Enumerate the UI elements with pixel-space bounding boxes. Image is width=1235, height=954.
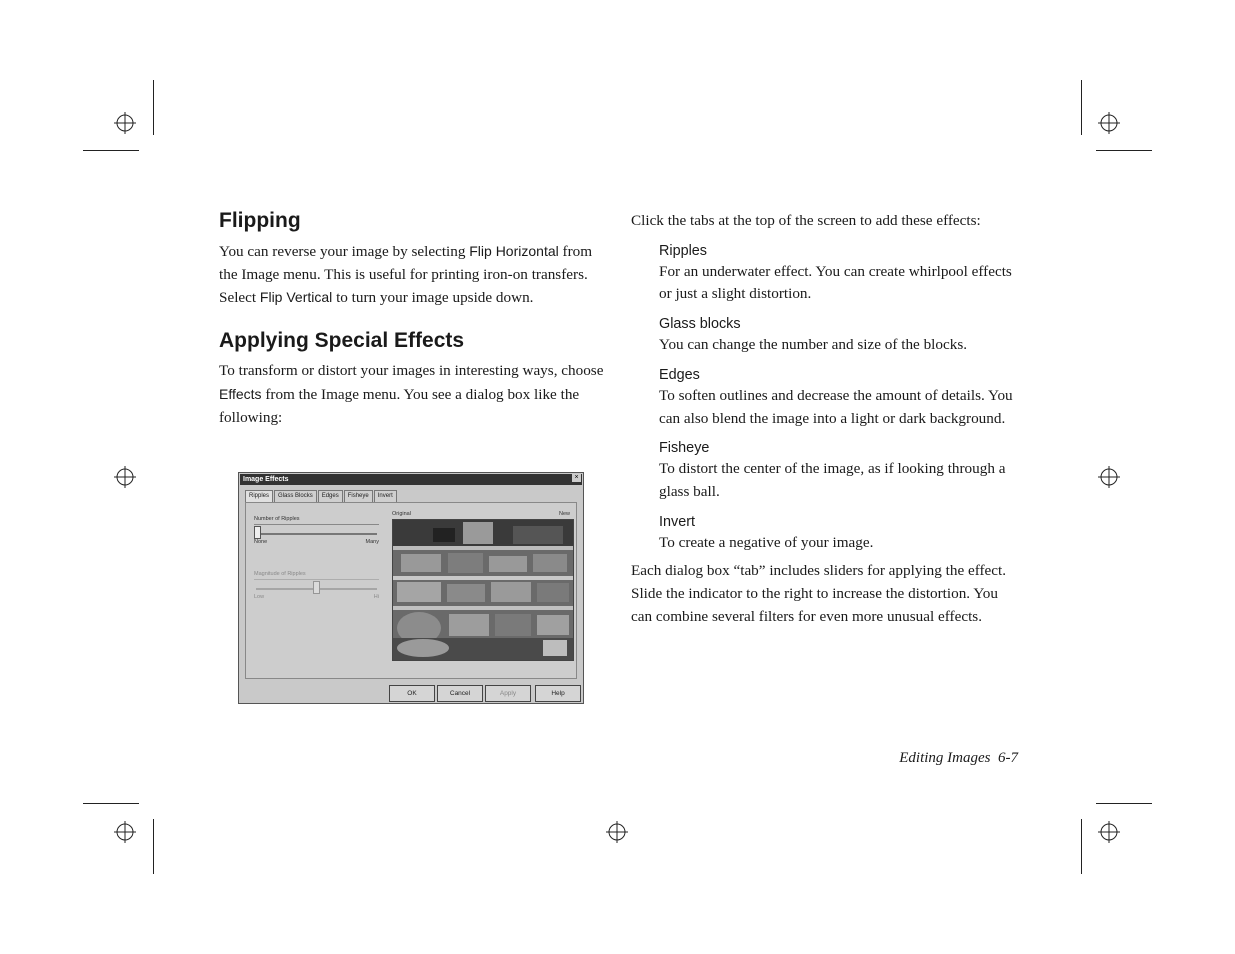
effects-definition-list bbox=[631, 241, 1021, 555]
closing-paragraph: Each dialog box “tab” includes sliders for applying the effect. Slide the indicator to the right to increase the distortion. You can combine several filters for even more unusual effects. bbox=[631, 562, 1007, 625]
slider-thumb bbox=[254, 526, 261, 539]
ok-button: OK bbox=[389, 685, 435, 702]
text: from the Image menu. This is useful for printing iron-on transfers. Select bbox=[219, 243, 593, 307]
flip-vertical-command: Flip Vertical bbox=[259, 289, 333, 306]
help-button: Help bbox=[535, 685, 581, 702]
registration-mark bbox=[114, 466, 136, 488]
flipping-paragraph bbox=[219, 240, 604, 310]
crop-line bbox=[1096, 803, 1152, 804]
effects-intro: Click the tabs at the top of the screen to add these effects: bbox=[631, 212, 981, 229]
preview-new-label: New bbox=[558, 511, 570, 517]
market-stall-preview-image bbox=[392, 519, 574, 661]
slider-max: Many bbox=[365, 539, 379, 545]
slider-track bbox=[254, 524, 379, 539]
tab-fisheye: Fisheye bbox=[344, 490, 373, 502]
ripples-count-slider bbox=[254, 516, 379, 545]
flip-horizontal-command: Flip Horizontal bbox=[469, 243, 559, 259]
crop-line bbox=[1096, 150, 1152, 151]
effect-term-edges: Edges bbox=[659, 366, 700, 383]
effect-desc-edges: To soften outlines and decrease the amount of details. You can also blend the image into a light or dark background. bbox=[659, 386, 1013, 427]
slider-min: None bbox=[254, 539, 268, 545]
right-column bbox=[631, 210, 1021, 628]
effect-term-invert: Invert bbox=[659, 513, 695, 530]
effect-term-glass-blocks: Glass blocks bbox=[659, 316, 741, 333]
slider-label: Number of Ripples bbox=[254, 516, 300, 522]
tab-edges: Edges bbox=[318, 490, 343, 502]
registration-mark bbox=[114, 112, 136, 134]
slider-label: Magnitude of Ripples bbox=[254, 571, 306, 577]
registration-mark bbox=[1098, 466, 1120, 488]
effect-desc-invert: To create a negative of your image. bbox=[659, 533, 874, 551]
tab-glass-blocks: Glass Blocks bbox=[274, 490, 317, 502]
effects-heading: Applying Special Effects bbox=[219, 329, 465, 353]
image-effects-dialog-screenshot bbox=[238, 472, 584, 704]
registration-mark bbox=[606, 821, 628, 843]
left-column bbox=[219, 208, 604, 429]
dialog-tabs bbox=[245, 490, 398, 502]
tab-invert: Invert bbox=[374, 490, 397, 502]
dialog-panel bbox=[245, 502, 577, 679]
effect-desc-ripples: For an underwater effect. You can create whirlpool effects or just a slight distortion. bbox=[659, 262, 1012, 303]
registration-mark bbox=[1098, 112, 1120, 134]
crop-line bbox=[153, 819, 154, 874]
crop-line bbox=[83, 150, 139, 151]
text: To transform or distort your images in interesting ways, choose bbox=[219, 362, 604, 380]
section-name: Editing Images bbox=[899, 750, 991, 766]
page-number: 6-7 bbox=[998, 750, 1018, 766]
crop-line bbox=[83, 803, 139, 804]
flipping-heading: Flipping bbox=[219, 209, 301, 232]
close-icon: × bbox=[572, 474, 581, 482]
text: from the Image menu. You see a dialog box like the following: bbox=[219, 385, 580, 426]
dialog-title-bar: Image Effects bbox=[240, 474, 582, 485]
cancel-button: Cancel bbox=[437, 685, 483, 702]
effect-desc-fisheye: To distort the center of the image, as if looking through a glass ball. bbox=[659, 460, 1006, 500]
tab-ripples: Ripples bbox=[245, 490, 273, 502]
crop-line bbox=[1081, 80, 1082, 135]
page-footer bbox=[880, 750, 1018, 767]
crop-line bbox=[1081, 819, 1082, 874]
effects-paragraph bbox=[219, 360, 604, 429]
text: You can reverse your image by selecting bbox=[219, 243, 470, 260]
ripples-magnitude-slider bbox=[254, 571, 379, 600]
apply-button: Apply bbox=[485, 685, 531, 702]
slider-track bbox=[254, 579, 379, 594]
registration-mark bbox=[114, 821, 136, 843]
effects-command: Effects bbox=[219, 385, 262, 402]
preview-original-label: Original bbox=[392, 511, 411, 517]
slider-max: Hi bbox=[373, 594, 379, 600]
effect-term-ripples: Ripples bbox=[659, 242, 707, 259]
text: to turn your image upside down. bbox=[332, 289, 534, 307]
crop-line bbox=[153, 80, 154, 135]
slider-thumb bbox=[313, 581, 320, 594]
effect-desc-glass-blocks: You can change the number and size of the blocks. bbox=[659, 336, 968, 354]
registration-mark bbox=[1098, 821, 1120, 843]
slider-min: Low bbox=[254, 594, 265, 600]
effect-term-fisheye: Fisheye bbox=[659, 440, 710, 457]
